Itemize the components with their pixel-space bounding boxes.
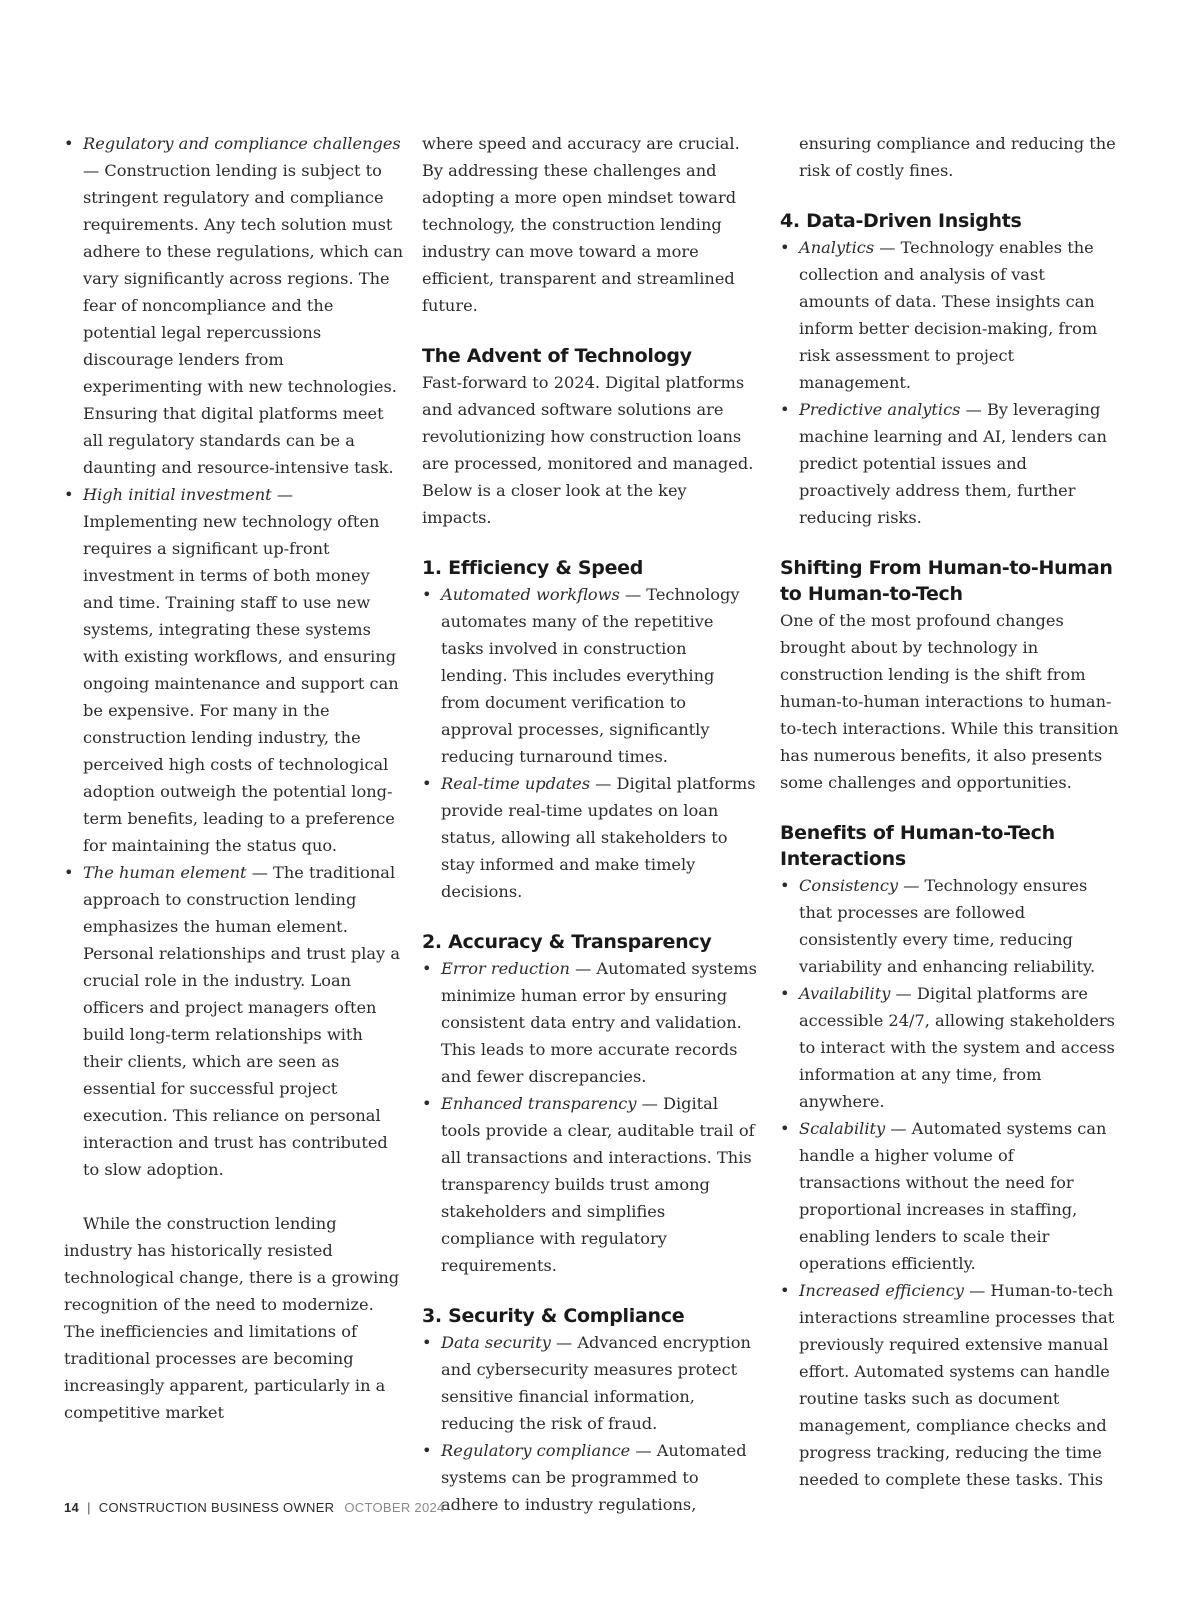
- section-heading: The Advent of Technology: [422, 345, 692, 367]
- section-heading: Shifting From Human-to-Human to Human-to-Tech: [780, 557, 1113, 605]
- bullet-term: Analytics: [799, 238, 875, 257]
- list-item: [780, 396, 1120, 531]
- bullet-term: High initial investment: [83, 485, 272, 504]
- spacer: [780, 184, 1120, 208]
- bullet-term: Scalability: [799, 1119, 886, 1138]
- column-3: [780, 130, 1120, 1493]
- bullet-term: Enhanced transparency: [441, 1094, 637, 1113]
- page-number: 14: [64, 1500, 80, 1515]
- footer-separator: |: [87, 1500, 91, 1515]
- bullet-text: — Advanced encryption and cybersecurity measures protect sensitive financial information, reducing the risk of fraud.: [441, 1333, 751, 1433]
- list-item: [780, 872, 1120, 980]
- bullet-term: Data security: [441, 1333, 551, 1352]
- bullet-text: — Automated systems can be programmed to adhere to industry regulations,: [441, 1441, 747, 1514]
- list-item: [422, 1329, 758, 1437]
- bullet-term: Increased efficiency: [799, 1281, 964, 1300]
- list-item: [422, 955, 758, 1090]
- list-item: [64, 481, 404, 859]
- insights-list: [780, 234, 1120, 531]
- spacer: [64, 1183, 404, 1210]
- bullet-text: — Technology enables the collection and analysis of vast amounts of data. These insights can inform better decision-making, from risk assessment to project management.: [799, 238, 1098, 392]
- section-heading: 2. Accuracy & Transparency: [422, 931, 712, 953]
- list-item: [64, 130, 404, 481]
- spacer: [422, 531, 758, 555]
- efficiency-list: [422, 581, 758, 905]
- page-footer: [64, 1500, 445, 1515]
- body-paragraph: ensuring compliance and reducing the risk of costly fines.: [799, 134, 1116, 180]
- bullet-term: Predictive analytics: [799, 400, 961, 419]
- bullet-term: Regulatory compliance: [441, 1441, 631, 1460]
- benefits-list: [780, 872, 1120, 1493]
- bullet-text: — Digital platforms provide real-time updates on loan status, allowing all stakeholders to stay informed and make timely decisions.: [441, 774, 756, 901]
- bullet-term: Consistency: [799, 876, 899, 895]
- bullet-text: — Human-to-tech interactions streamline processes that previously required extensive manual effort. Automated systems can handle routine tasks such as document management, compliance checks and progress tracking, reducing the time needed to complete these tasks. This: [799, 1281, 1115, 1489]
- body-paragraph: While the construction lending industry has historically resisted technological change, there is a growing recognition of the need to modernize. The inefficiencies and limitations of traditional processes are becoming increasingly apparent, particularly in a competitive market: [64, 1214, 400, 1422]
- security-list: [422, 1329, 758, 1518]
- bullet-term: Error reduction: [441, 959, 570, 978]
- bullet-text: — Digital platforms are accessible 24/7, allowing stakeholders to interact with the system and access information at any time, from anywhere.: [799, 984, 1115, 1111]
- bullet-text: — Implementing new technology often requires a significant up-front investment in terms of both money and time. Training staff to use new systems, integrating these systems with existing workflows, and ensuring ongoing maintenance and support can be expensive. For many in the construction lending industry, the perceived high costs of technological adoption outweigh the potential long-term benefits, leading to a preference for maintaining the status quo.: [83, 485, 399, 855]
- column-1: [64, 130, 404, 1426]
- bullet-text: — Technology ensures that processes are followed consistently every time, reducing variability and enhancing reliability.: [799, 876, 1096, 976]
- list-item: [422, 1437, 758, 1518]
- bullet-term: Availability: [799, 984, 891, 1003]
- body-paragraph: One of the most profound changes brought about by technology in construction lending is the shift from human-to-human interactions to human-to-tech interactions. While this transition has numerous benefits, it also presents some challenges and opportunities.: [780, 611, 1119, 792]
- list-item: [64, 859, 404, 1183]
- body-paragraph: Fast-forward to 2024. Digital platforms and advanced software solutions are revolutionizing how construction loans are processed, monitored and managed. Below is a closer look at the key impacts.: [422, 373, 754, 527]
- bullet-term: The human element: [83, 863, 247, 882]
- challenges-list: [64, 130, 404, 1183]
- bullet-term: Automated workflows: [441, 585, 620, 604]
- column-2: [422, 130, 758, 1518]
- bullet-term: Regulatory and compliance challenges: [83, 134, 401, 153]
- list-item: [422, 581, 758, 770]
- bullet-text: — Construction lending is subject to stringent regulatory and compliance requirements. Any tech solution must adhere to these regulations, which can vary significantly across regions. The fear of noncompliance and the potential legal repercussions discourage lenders from experimenting with new technologies. Ensuring that digital platforms meet all regulatory standards can be a daunting and resource-intensive task.: [83, 161, 404, 477]
- bullet-text: — By leveraging machine learning and AI, lenders can predict potential issues and proactively address them, further reducing risks.: [799, 400, 1107, 527]
- publication-name: CONSTRUCTION BUSINESS OWNER: [98, 1500, 335, 1515]
- accuracy-list: [422, 955, 758, 1279]
- body-paragraph: where speed and accuracy are crucial. By addressing these challenges and adopting a more open mindset toward technology, the construction lending industry can move toward a more efficient, transparent and streamlined future.: [422, 134, 740, 315]
- bullet-text: — Technology automates many of the repetitive tasks involved in construction lending. This includes everything from document verification to approval processes, significantly reducing turnaround times.: [441, 585, 740, 766]
- list-item: [780, 980, 1120, 1115]
- list-item: [422, 1090, 758, 1279]
- section-heading: 3. Security & Compliance: [422, 1305, 685, 1327]
- bullet-text: — Automated systems minimize human error by ensuring consistent data entry and validation. This leads to more accurate records and fewer discrepancies.: [441, 959, 757, 1086]
- list-item: [780, 234, 1120, 396]
- bullet-text: — Automated systems can handle a higher volume of transactions without the need for proportional increases in staffing, enabling lenders to scale their operations efficiently.: [799, 1119, 1107, 1273]
- bullet-text: — The traditional approach to construction lending emphasizes the human element. Personal relationships and trust play a crucial role in the industry. Loan officers and project managers often build long-term relationships with their clients, which are seen as essential for successful project execution. This reliance on personal interaction and trust has contributed to slow adoption.: [83, 863, 400, 1179]
- list-item: [780, 1115, 1120, 1277]
- spacer: [780, 531, 1120, 555]
- section-heading: 1. Efficiency & Speed: [422, 557, 644, 579]
- issue-date: OCTOBER 2024: [344, 1500, 445, 1515]
- spacer: [422, 1279, 758, 1303]
- spacer: [422, 319, 758, 343]
- bullet-text: — Digital tools provide a clear, auditable trail of all transactions and interactions. This transparency builds trust among stakeholders and simplifies compliance with regulatory requirements.: [441, 1094, 755, 1275]
- section-heading: 4. Data-Driven Insights: [780, 210, 1022, 232]
- list-item: [422, 770, 758, 905]
- list-item: [780, 1277, 1120, 1493]
- section-heading: Benefits of Human-to-Tech Interactions: [780, 822, 1055, 870]
- spacer: [422, 905, 758, 929]
- spacer: [780, 796, 1120, 820]
- bullet-term: Real-time updates: [441, 774, 591, 793]
